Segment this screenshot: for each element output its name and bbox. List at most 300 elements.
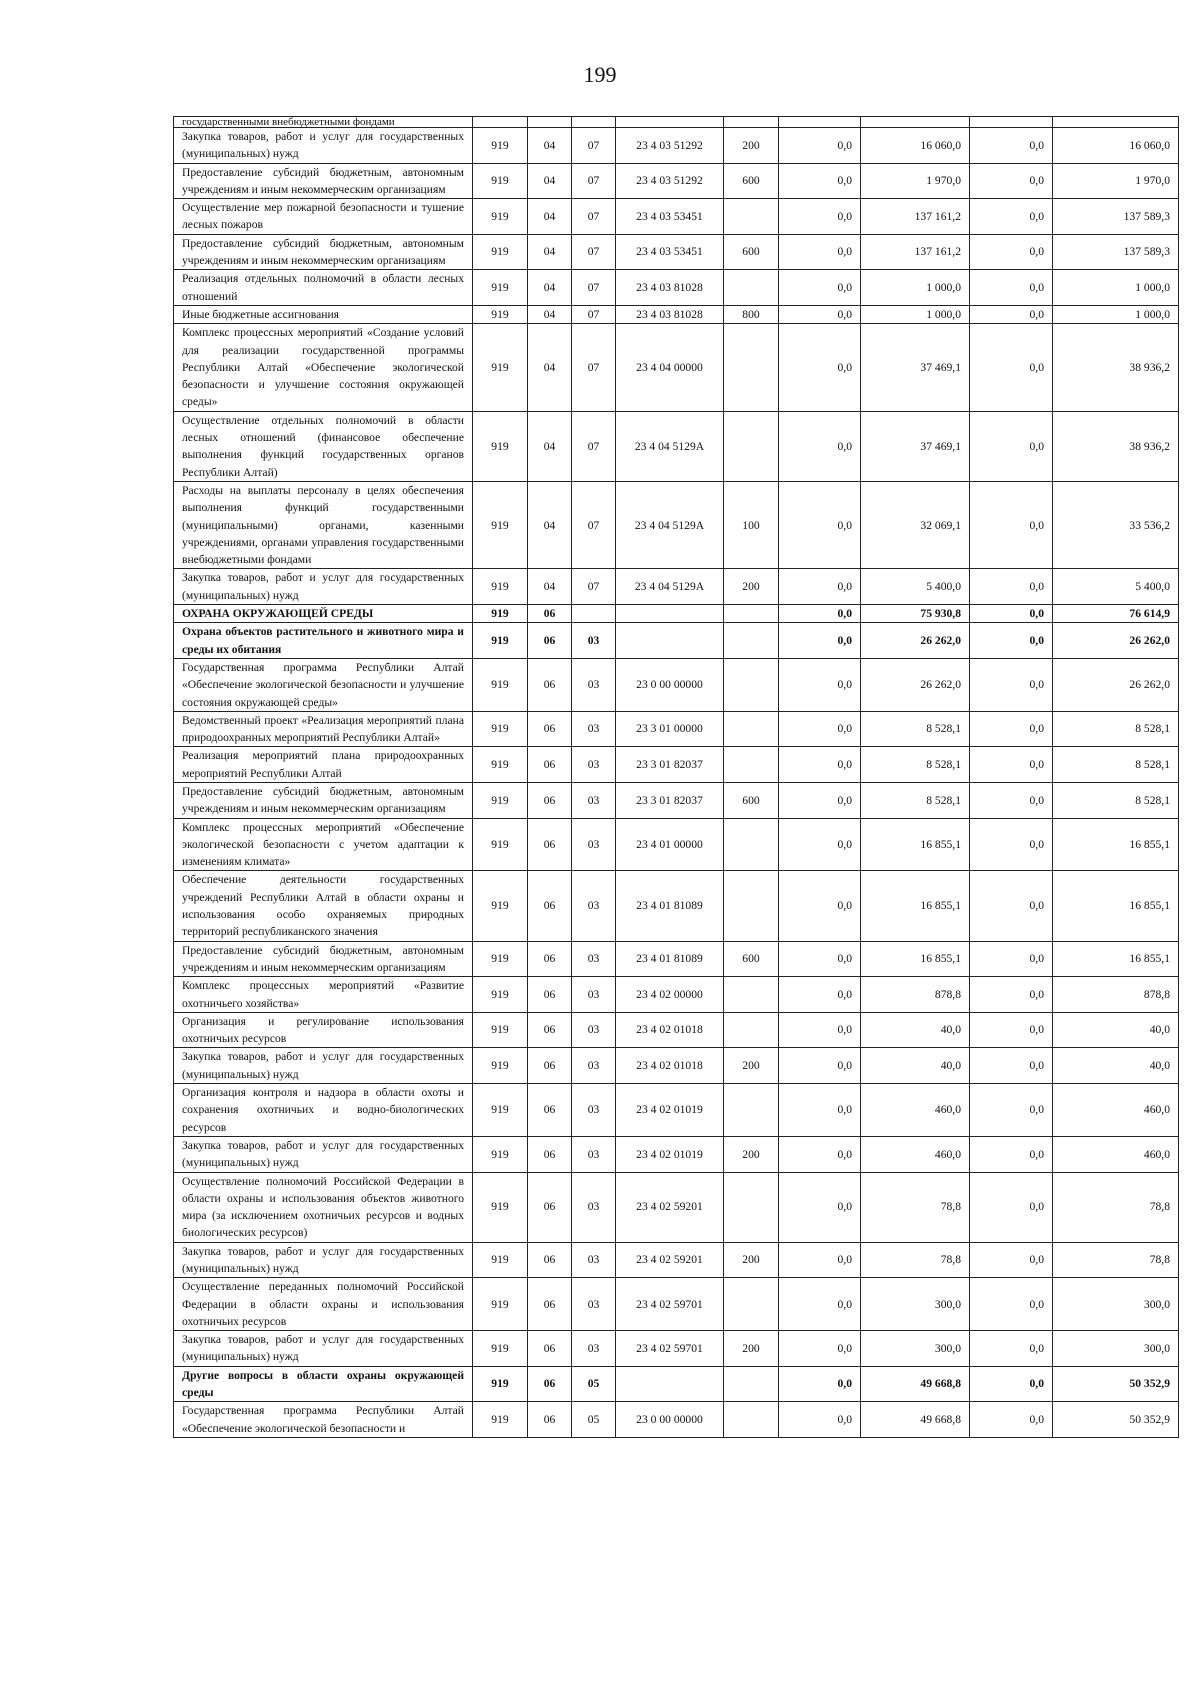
target-article-cell: 23 4 02 01019 — [616, 1084, 724, 1137]
sum-4-cell: 137 589,3 — [1053, 234, 1179, 270]
subsection-code-cell: 03 — [572, 977, 616, 1013]
sum-2-cell: 49 668,8 — [861, 1402, 970, 1438]
sum-4-cell: 40,0 — [1053, 1012, 1179, 1048]
row-name-cell: Предоставление субсидий бюджетным, автономным учреждениям и иным некоммерческим организациям — [174, 163, 473, 199]
expense-type-cell — [724, 1012, 779, 1048]
sum-2-cell: 16 855,1 — [861, 818, 970, 871]
table-row — [174, 234, 1179, 270]
subsection-code-cell: 07 — [572, 234, 616, 270]
sum-3-cell: 0,0 — [970, 1172, 1053, 1242]
subsection-code-cell: 03 — [572, 658, 616, 711]
sum-2-cell: 1 970,0 — [861, 163, 970, 199]
sum-4-cell: 16 060,0 — [1053, 128, 1179, 164]
expense-type-cell — [724, 117, 779, 128]
table-row — [174, 623, 1179, 659]
sum-2-cell — [861, 117, 970, 128]
expense-type-cell: 200 — [724, 1136, 779, 1172]
sum-1-cell: 0,0 — [779, 977, 861, 1013]
sum-3-cell: 0,0 — [970, 324, 1053, 411]
target-article-cell: 23 4 03 51292 — [616, 163, 724, 199]
grbs-code-cell: 919 — [473, 324, 528, 411]
sum-4-cell: 460,0 — [1053, 1136, 1179, 1172]
section-code-cell: 04 — [528, 481, 572, 568]
grbs-code-cell: 919 — [473, 481, 528, 568]
section-code-cell: 06 — [528, 818, 572, 871]
sum-2-cell: 137 161,2 — [861, 234, 970, 270]
sum-2-cell: 1 000,0 — [861, 270, 970, 306]
sum-3-cell: 0,0 — [970, 782, 1053, 818]
sum-1-cell: 0,0 — [779, 199, 861, 235]
sum-4-cell: 26 262,0 — [1053, 658, 1179, 711]
sum-4-cell: 33 536,2 — [1053, 481, 1179, 568]
sum-1-cell: 0,0 — [779, 324, 861, 411]
row-name-cell: Закупка товаров, работ и услуг для государственных (муниципальных) нужд — [174, 128, 473, 164]
sum-2-cell: 26 262,0 — [861, 623, 970, 659]
target-article-cell: 23 0 00 00000 — [616, 1402, 724, 1438]
sum-1-cell: 0,0 — [779, 1048, 861, 1084]
row-name-cell: Осуществление отдельных полномочий в области лесных отношений (финансовое обеспечение выполнения функций государственных органов Республики Алтай) — [174, 411, 473, 481]
target-article-cell: 23 4 02 59701 — [616, 1331, 724, 1367]
row-name-cell: Организация контроля и надзора в области охоты и сохранения охотничьих и водно-биологических ресурсов — [174, 1084, 473, 1137]
grbs-code-cell: 919 — [473, 1048, 528, 1084]
target-article-cell: 23 4 04 5129А — [616, 481, 724, 568]
grbs-code-cell: 919 — [473, 1242, 528, 1278]
expense-type-cell — [724, 1172, 779, 1242]
subsection-code-cell: 07 — [572, 481, 616, 568]
target-article-cell: 23 4 02 01018 — [616, 1012, 724, 1048]
table-row — [174, 747, 1179, 783]
table-row — [174, 163, 1179, 199]
sum-1-cell: 0,0 — [779, 747, 861, 783]
row-name-cell: Реализация мероприятий плана природоохранных мероприятий Республики Алтай — [174, 747, 473, 783]
table-row — [174, 941, 1179, 977]
section-code-cell: 06 — [528, 1048, 572, 1084]
table-row — [174, 199, 1179, 235]
row-name-cell: Закупка товаров, работ и услуг для государственных (муниципальных) нужд — [174, 1331, 473, 1367]
grbs-code-cell: 919 — [473, 1402, 528, 1438]
section-code-cell: 06 — [528, 977, 572, 1013]
subsection-code-cell: 03 — [572, 1242, 616, 1278]
sum-1-cell: 0,0 — [779, 569, 861, 605]
subsection-code-cell: 03 — [572, 871, 616, 941]
sum-3-cell: 0,0 — [970, 711, 1053, 747]
table-row — [174, 1402, 1179, 1438]
subsection-code-cell: 07 — [572, 163, 616, 199]
target-article-cell: 23 3 01 82037 — [616, 782, 724, 818]
sum-3-cell: 0,0 — [970, 941, 1053, 977]
grbs-code-cell: 919 — [473, 623, 528, 659]
row-name-cell: Предоставление субсидий бюджетным, автономным учреждениям и иным некоммерческим организациям — [174, 782, 473, 818]
grbs-code-cell: 919 — [473, 128, 528, 164]
sum-3-cell: 0,0 — [970, 1048, 1053, 1084]
row-name-cell: Закупка товаров, работ и услуг для государственных (муниципальных) нужд — [174, 1242, 473, 1278]
sum-3-cell: 0,0 — [970, 163, 1053, 199]
row-name-cell: Реализация отдельных полномочий в области лесных отношений — [174, 270, 473, 306]
expense-type-cell — [724, 1278, 779, 1331]
row-name-cell: Предоставление субсидий бюджетным, автономным учреждениям и иным некоммерческим организациям — [174, 234, 473, 270]
grbs-code-cell: 919 — [473, 411, 528, 481]
table-row — [174, 270, 1179, 306]
expense-type-cell: 100 — [724, 481, 779, 568]
sum-3-cell: 0,0 — [970, 1242, 1053, 1278]
target-article-cell: 23 4 02 00000 — [616, 977, 724, 1013]
sum-3-cell: 0,0 — [970, 270, 1053, 306]
page-number: 199 — [583, 62, 617, 87]
sum-1-cell: 0,0 — [779, 941, 861, 977]
sum-1-cell: 0,0 — [779, 818, 861, 871]
sum-3-cell — [970, 117, 1053, 128]
expense-type-cell: 600 — [724, 234, 779, 270]
sum-4-cell: 16 855,1 — [1053, 941, 1179, 977]
target-article-cell — [616, 605, 724, 623]
section-code-cell: 06 — [528, 1012, 572, 1048]
sum-1-cell: 0,0 — [779, 871, 861, 941]
sum-1-cell: 0,0 — [779, 1136, 861, 1172]
section-code-cell: 06 — [528, 1278, 572, 1331]
sum-4-cell: 50 352,9 — [1053, 1402, 1179, 1438]
sum-2-cell: 137 161,2 — [861, 199, 970, 235]
row-name-cell: Предоставление субсидий бюджетным, автономным учреждениям и иным некоммерческим организациям — [174, 941, 473, 977]
sum-2-cell: 878,8 — [861, 977, 970, 1013]
sum-4-cell: 50 352,9 — [1053, 1366, 1179, 1402]
target-article-cell: 23 0 00 00000 — [616, 658, 724, 711]
subsection-code-cell: 03 — [572, 1136, 616, 1172]
section-code-cell: 06 — [528, 1331, 572, 1367]
section-code-cell: 06 — [528, 1084, 572, 1137]
sum-2-cell: 1 000,0 — [861, 305, 970, 323]
subsection-code-cell: 03 — [572, 1331, 616, 1367]
sum-1-cell: 0,0 — [779, 1331, 861, 1367]
sum-1-cell: 0,0 — [779, 163, 861, 199]
row-name-cell: Другие вопросы в области охраны окружающей среды — [174, 1366, 473, 1402]
sum-1-cell: 0,0 — [779, 411, 861, 481]
target-article-cell: 23 4 03 81028 — [616, 270, 724, 306]
sum-4-cell: 460,0 — [1053, 1084, 1179, 1137]
grbs-code-cell: 919 — [473, 1136, 528, 1172]
sum-4-cell: 878,8 — [1053, 977, 1179, 1013]
sum-4-cell: 16 855,1 — [1053, 871, 1179, 941]
target-article-cell: 23 4 02 01019 — [616, 1136, 724, 1172]
section-code-cell: 04 — [528, 128, 572, 164]
sum-2-cell: 16 060,0 — [861, 128, 970, 164]
table-row — [174, 871, 1179, 941]
section-code-cell: 06 — [528, 658, 572, 711]
subsection-code-cell: 05 — [572, 1366, 616, 1402]
sum-3-cell: 0,0 — [970, 1366, 1053, 1402]
section-code-cell: 04 — [528, 199, 572, 235]
table-row — [174, 481, 1179, 568]
section-code-cell: 04 — [528, 163, 572, 199]
section-code-cell: 06 — [528, 1172, 572, 1242]
expense-type-cell: 200 — [724, 569, 779, 605]
grbs-code-cell: 919 — [473, 658, 528, 711]
grbs-code-cell: 919 — [473, 1278, 528, 1331]
sum-2-cell: 40,0 — [861, 1048, 970, 1084]
subsection-code-cell: 05 — [572, 1402, 616, 1438]
subsection-code-cell: 03 — [572, 747, 616, 783]
sum-1-cell: 0,0 — [779, 1366, 861, 1402]
table-row — [174, 782, 1179, 818]
table-row — [174, 977, 1179, 1013]
expense-type-cell — [724, 623, 779, 659]
sum-4-cell: 137 589,3 — [1053, 199, 1179, 235]
section-code-cell: 06 — [528, 1366, 572, 1402]
sum-4-cell: 38 936,2 — [1053, 411, 1179, 481]
row-name-cell: Расходы на выплаты персоналу в целях обеспечения выполнения функций государственными (муниципальными) органами, казенными учреждениями, органами управления государственными внебюджетными фондами — [174, 481, 473, 568]
table-row — [174, 1084, 1179, 1137]
target-article-cell — [616, 1366, 724, 1402]
sum-1-cell: 0,0 — [779, 623, 861, 659]
expense-type-cell — [724, 324, 779, 411]
grbs-code-cell: 919 — [473, 1366, 528, 1402]
target-article-cell: 23 4 03 53451 — [616, 199, 724, 235]
sum-4-cell — [1053, 117, 1179, 128]
target-article-cell: 23 4 02 59201 — [616, 1242, 724, 1278]
section-code-cell: 04 — [528, 305, 572, 323]
budget-table — [173, 116, 1179, 1438]
subsection-code-cell: 03 — [572, 818, 616, 871]
row-name-cell: Осуществление мер пожарной безопасности и тушение лесных пожаров — [174, 199, 473, 235]
target-article-cell: 23 3 01 82037 — [616, 747, 724, 783]
table-row — [174, 117, 1179, 128]
section-code-cell: 06 — [528, 623, 572, 659]
table-row — [174, 1136, 1179, 1172]
row-name-cell: Государственная программа Республики Алтай «Обеспечение экологической безопасности и — [174, 1402, 473, 1438]
sum-3-cell: 0,0 — [970, 1012, 1053, 1048]
sum-2-cell: 16 855,1 — [861, 941, 970, 977]
table-row — [174, 305, 1179, 323]
sum-4-cell: 38 936,2 — [1053, 324, 1179, 411]
subsection-code-cell: 07 — [572, 324, 616, 411]
expense-type-cell — [724, 411, 779, 481]
section-code-cell: 06 — [528, 1136, 572, 1172]
sum-2-cell: 460,0 — [861, 1084, 970, 1137]
target-article-cell: 23 4 03 53451 — [616, 234, 724, 270]
section-code-cell: 06 — [528, 782, 572, 818]
table-row — [174, 1366, 1179, 1402]
sum-4-cell: 1 000,0 — [1053, 305, 1179, 323]
grbs-code-cell: 919 — [473, 941, 528, 977]
expense-type-cell — [724, 605, 779, 623]
sum-4-cell: 1 970,0 — [1053, 163, 1179, 199]
row-name-cell: Закупка товаров, работ и услуг для государственных (муниципальных) нужд — [174, 1048, 473, 1084]
expense-type-cell: 800 — [724, 305, 779, 323]
target-article-cell: 23 4 01 81089 — [616, 941, 724, 977]
grbs-code-cell: 919 — [473, 871, 528, 941]
section-code-cell: 06 — [528, 605, 572, 623]
sum-1-cell: 0,0 — [779, 270, 861, 306]
table-row — [174, 711, 1179, 747]
sum-2-cell: 75 930,8 — [861, 605, 970, 623]
section-code-cell: 04 — [528, 411, 572, 481]
sum-3-cell: 0,0 — [970, 481, 1053, 568]
sum-3-cell: 0,0 — [970, 1084, 1053, 1137]
sum-1-cell: 0,0 — [779, 305, 861, 323]
sum-1-cell: 0,0 — [779, 1402, 861, 1438]
sum-3-cell: 0,0 — [970, 977, 1053, 1013]
row-name-cell: Ведомственный проект «Реализация мероприятий плана природоохранных мероприятий Республики Алтай» — [174, 711, 473, 747]
sum-3-cell: 0,0 — [970, 605, 1053, 623]
sum-4-cell: 76 614,9 — [1053, 605, 1179, 623]
sum-4-cell: 8 528,1 — [1053, 782, 1179, 818]
target-article-cell: 23 4 03 51292 — [616, 128, 724, 164]
subsection-code-cell: 03 — [572, 1172, 616, 1242]
subsection-code-cell: 03 — [572, 711, 616, 747]
target-article-cell: 23 4 04 5129А — [616, 569, 724, 605]
table-body — [174, 117, 1179, 1438]
expense-type-cell — [724, 199, 779, 235]
sum-1-cell: 0,0 — [779, 658, 861, 711]
subsection-code-cell: 03 — [572, 1084, 616, 1137]
subsection-code-cell — [572, 605, 616, 623]
expense-type-cell: 200 — [724, 1048, 779, 1084]
subsection-code-cell: 07 — [572, 569, 616, 605]
section-code-cell: 06 — [528, 747, 572, 783]
section-code-cell: 04 — [528, 234, 572, 270]
table-row — [174, 1172, 1179, 1242]
row-name-cell: Комплекс процессных мероприятий «Развитие охотничьего хозяйства» — [174, 977, 473, 1013]
expense-type-cell: 600 — [724, 782, 779, 818]
subsection-code-cell: 03 — [572, 941, 616, 977]
row-name-cell: Комплекс процессных мероприятий «Создание условий для реализации государственной программы Республики Алтай «Обеспечение экологической безопасности и улучшение состояния окружающей среды» — [174, 324, 473, 411]
row-name-cell: государственными внебюджетными фондами — [174, 117, 473, 128]
grbs-code-cell: 919 — [473, 782, 528, 818]
section-code-cell: 06 — [528, 1242, 572, 1278]
sum-4-cell: 300,0 — [1053, 1278, 1179, 1331]
sum-2-cell: 26 262,0 — [861, 658, 970, 711]
target-article-cell: 23 4 02 59201 — [616, 1172, 724, 1242]
target-article-cell: 23 3 01 00000 — [616, 711, 724, 747]
sum-2-cell: 8 528,1 — [861, 782, 970, 818]
expense-type-cell — [724, 658, 779, 711]
sum-2-cell: 37 469,1 — [861, 324, 970, 411]
grbs-code-cell: 919 — [473, 234, 528, 270]
target-article-cell: 23 4 02 01018 — [616, 1048, 724, 1084]
grbs-code-cell: 919 — [473, 977, 528, 1013]
expense-type-cell — [724, 711, 779, 747]
row-name-cell: Комплекс процессных мероприятий «Обеспечение экологической безопасности с учетом адаптации к изменениям климата» — [174, 818, 473, 871]
grbs-code-cell: 919 — [473, 163, 528, 199]
expense-type-cell — [724, 270, 779, 306]
table-row — [174, 324, 1179, 411]
sum-1-cell: 0,0 — [779, 782, 861, 818]
table-row — [174, 1242, 1179, 1278]
grbs-code-cell: 919 — [473, 569, 528, 605]
grbs-code-cell: 919 — [473, 305, 528, 323]
sum-4-cell: 78,8 — [1053, 1172, 1179, 1242]
target-article-cell: 23 4 02 59701 — [616, 1278, 724, 1331]
grbs-code-cell: 919 — [473, 747, 528, 783]
sum-2-cell: 8 528,1 — [861, 747, 970, 783]
target-article-cell — [616, 623, 724, 659]
sum-1-cell: 0,0 — [779, 1278, 861, 1331]
sum-4-cell: 300,0 — [1053, 1331, 1179, 1367]
section-code-cell: 06 — [528, 941, 572, 977]
grbs-code-cell: 919 — [473, 270, 528, 306]
sum-4-cell: 1 000,0 — [1053, 270, 1179, 306]
sum-3-cell: 0,0 — [970, 199, 1053, 235]
target-article-cell: 23 4 04 00000 — [616, 324, 724, 411]
subsection-code-cell: 03 — [572, 623, 616, 659]
subsection-code-cell: 03 — [572, 1048, 616, 1084]
sum-3-cell: 0,0 — [970, 623, 1053, 659]
grbs-code-cell: 919 — [473, 605, 528, 623]
sum-3-cell: 0,0 — [970, 1331, 1053, 1367]
sum-4-cell: 5 400,0 — [1053, 569, 1179, 605]
section-code-cell: 06 — [528, 711, 572, 747]
sum-2-cell: 8 528,1 — [861, 711, 970, 747]
sum-4-cell: 40,0 — [1053, 1048, 1179, 1084]
target-article-cell: 23 4 01 81089 — [616, 871, 724, 941]
sum-3-cell: 0,0 — [970, 569, 1053, 605]
grbs-code-cell: 919 — [473, 199, 528, 235]
sum-3-cell: 0,0 — [970, 1136, 1053, 1172]
sum-2-cell: 40,0 — [861, 1012, 970, 1048]
table-row — [174, 658, 1179, 711]
table-row — [174, 1331, 1179, 1367]
row-name-cell: Закупка товаров, работ и услуг для государственных (муниципальных) нужд — [174, 569, 473, 605]
sum-1-cell: 0,0 — [779, 1172, 861, 1242]
sum-4-cell: 16 855,1 — [1053, 818, 1179, 871]
sum-3-cell: 0,0 — [970, 1278, 1053, 1331]
row-name-cell: Обеспечение деятельности государственных учреждений Республики Алтай в области охраны и использования особо охраняемых природных территорий республиканского значения — [174, 871, 473, 941]
subsection-code-cell: 07 — [572, 199, 616, 235]
sum-3-cell: 0,0 — [970, 234, 1053, 270]
expense-type-cell — [724, 818, 779, 871]
subsection-code-cell: 07 — [572, 270, 616, 306]
sum-1-cell: 0,0 — [779, 711, 861, 747]
sum-2-cell: 32 069,1 — [861, 481, 970, 568]
grbs-code-cell: 919 — [473, 1012, 528, 1048]
sum-2-cell: 37 469,1 — [861, 411, 970, 481]
expense-type-cell — [724, 871, 779, 941]
sum-4-cell: 8 528,1 — [1053, 711, 1179, 747]
section-code-cell — [528, 117, 572, 128]
sum-3-cell: 0,0 — [970, 1402, 1053, 1438]
row-name-cell: Осуществление переданных полномочий Российской Федерации в области охраны и использования охотничьих ресурсов — [174, 1278, 473, 1331]
sum-3-cell: 0,0 — [970, 747, 1053, 783]
row-name-cell: Охрана объектов растительного и животного мира и среды их обитания — [174, 623, 473, 659]
sum-3-cell: 0,0 — [970, 871, 1053, 941]
table-row — [174, 1278, 1179, 1331]
grbs-code-cell: 919 — [473, 1331, 528, 1367]
sum-3-cell: 0,0 — [970, 305, 1053, 323]
target-article-cell — [616, 117, 724, 128]
expense-type-cell: 200 — [724, 1331, 779, 1367]
subsection-code-cell: 03 — [572, 1012, 616, 1048]
grbs-code-cell: 919 — [473, 1084, 528, 1137]
sum-3-cell: 0,0 — [970, 411, 1053, 481]
target-article-cell: 23 4 01 00000 — [616, 818, 724, 871]
sum-2-cell: 5 400,0 — [861, 569, 970, 605]
subsection-code-cell: 07 — [572, 411, 616, 481]
sum-1-cell: 0,0 — [779, 1012, 861, 1048]
expense-type-cell: 200 — [724, 1242, 779, 1278]
table-row — [174, 128, 1179, 164]
expense-type-cell: 600 — [724, 941, 779, 977]
expense-type-cell: 200 — [724, 128, 779, 164]
table-row — [174, 1012, 1179, 1048]
target-article-cell: 23 4 03 81028 — [616, 305, 724, 323]
section-code-cell: 06 — [528, 1402, 572, 1438]
row-name-cell: Иные бюджетные ассигнования — [174, 305, 473, 323]
table-row — [174, 569, 1179, 605]
sum-2-cell: 300,0 — [861, 1278, 970, 1331]
grbs-code-cell: 919 — [473, 1172, 528, 1242]
sum-3-cell: 0,0 — [970, 818, 1053, 871]
section-code-cell: 04 — [528, 569, 572, 605]
row-name-cell: Осуществление полномочий Российской Федерации в области охраны и использования объектов животного мира (за исключением охотничьих ресурсов и водных биологических ресурсов) — [174, 1172, 473, 1242]
